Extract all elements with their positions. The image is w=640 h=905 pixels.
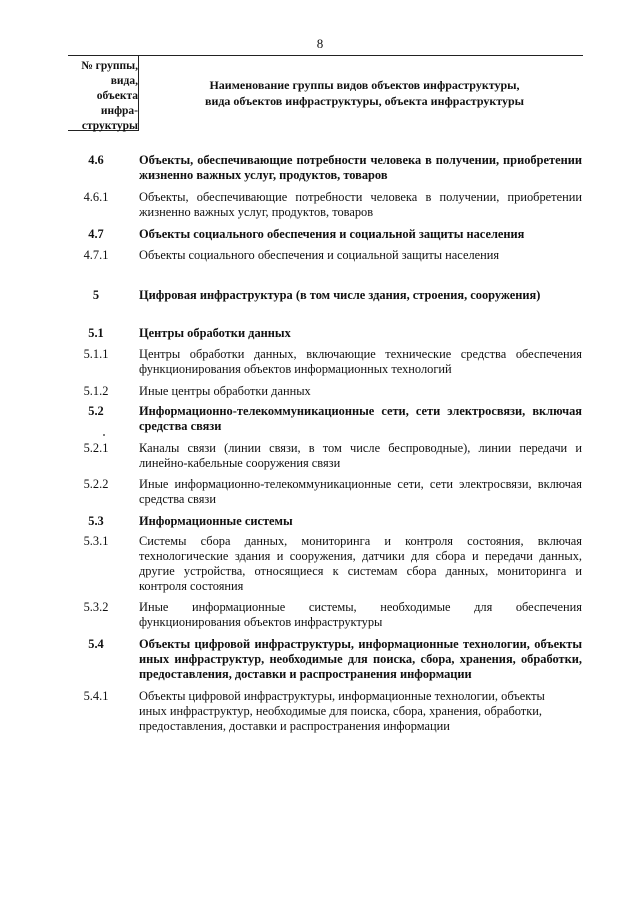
row-number: 5.3.2: [83, 600, 109, 614]
header-number-line: структуры: [81, 120, 138, 132]
header-number-line: № группы,: [81, 60, 138, 72]
row-text: Объекты, обеспечивающие потребности человека в получении, приобретении жизненно важных услуг, продуктов, товаров: [139, 190, 582, 219]
header-number-line: объекта: [96, 90, 138, 102]
row-number: 5.2.1: [83, 441, 109, 455]
row-number: 5.1.2: [83, 384, 109, 398]
page-number: 8: [316, 36, 324, 51]
row-number: 5.1: [88, 326, 104, 340]
row-text: Системы сбора данных, мониторинга и контроля состояния, включая технологические здания и сооружения, датчики для сбора и передачи данных, другие устройства, относящиеся к системам сбора данных, мониторинга и контроля состояния: [139, 534, 582, 593]
header-number-line: вида,: [110, 75, 138, 87]
header-name-line: вида объектов инфраструктуры, объекта инфраструктуры: [204, 94, 525, 108]
row-number: 5.4: [88, 637, 104, 651]
row-number: 4.7: [88, 227, 104, 241]
row-text: Иные информационно-телекоммуникационные сети, сети электросвязи, включая средства связи: [139, 477, 582, 506]
table-header: [68, 55, 583, 131]
header-name-column: [146, 77, 583, 109]
row-number: 4.6.1: [83, 190, 109, 204]
header-column-divider: [138, 55, 139, 131]
header-number-line: инфра-: [100, 105, 138, 117]
row-text: Информационно-телекоммуникационные сети, сети электросвязи, включая средства связи: [139, 404, 582, 433]
header-top-rule: [68, 55, 583, 56]
row-number: 4.6: [88, 153, 104, 167]
row-text: Центры обработки данных: [139, 326, 291, 340]
row-text: Информационные системы: [139, 514, 293, 528]
header-number-column: [68, 59, 138, 134]
row-text-line: иных инфраструктур, необходимые для поиска, сбора, хранения, обработки,: [139, 704, 542, 718]
row-text: Цифровая инфраструктура (в том числе здания, строения, сооружения): [139, 288, 541, 302]
row-text-line: предоставления, доставки и распространения информации: [139, 719, 450, 733]
row-text: Объекты социального обеспечения и социальной защиты населения: [139, 248, 500, 262]
row-number: 5.1.1: [83, 347, 109, 361]
header-name-line: Наименование группы видов объектов инфраструктуры,: [209, 78, 520, 92]
row-text-line: Объекты цифровой инфраструктуры, информационные технологии, объекты: [139, 689, 545, 703]
row-number: 5.2: [88, 404, 104, 418]
scan-speck: [103, 434, 105, 436]
row-text: [139, 689, 582, 734]
row-number: 5.3: [88, 514, 104, 528]
row-text: Центры обработки данных, включающие технические средства обеспечения функционирования объектов информационных технологий: [139, 347, 582, 376]
row-number: 4.7.1: [83, 248, 109, 262]
row-number: 5.3.1: [83, 534, 109, 548]
row-text: Каналы связи (линии связи, в том числе беспроводные), линии передачи и линейно-кабельные сооружения связи: [139, 441, 582, 470]
row-number: 5.2.2: [83, 477, 109, 491]
row-text: Иные информационные системы, необходимые для обеспечения функционирования объектов инфраструктуры: [139, 600, 582, 629]
row-text: Иные центры обработки данных: [139, 384, 311, 398]
row-text: Объекты, обеспечивающие потребности человека в получении, приобретении жизненно важных услуг, продуктов, товаров: [139, 153, 582, 182]
row-text: Объекты цифровой инфраструктуры, информационные технологии, объекты иных инфраструктур, необходимые для поиска, сбора, хранения, обработки, предоставления, доставки и распространения информации: [139, 637, 582, 681]
row-number: 5: [92, 288, 100, 302]
row-text: Объекты социального обеспечения и социальной защиты населения: [139, 227, 525, 241]
row-number: 5.4.1: [83, 689, 109, 703]
